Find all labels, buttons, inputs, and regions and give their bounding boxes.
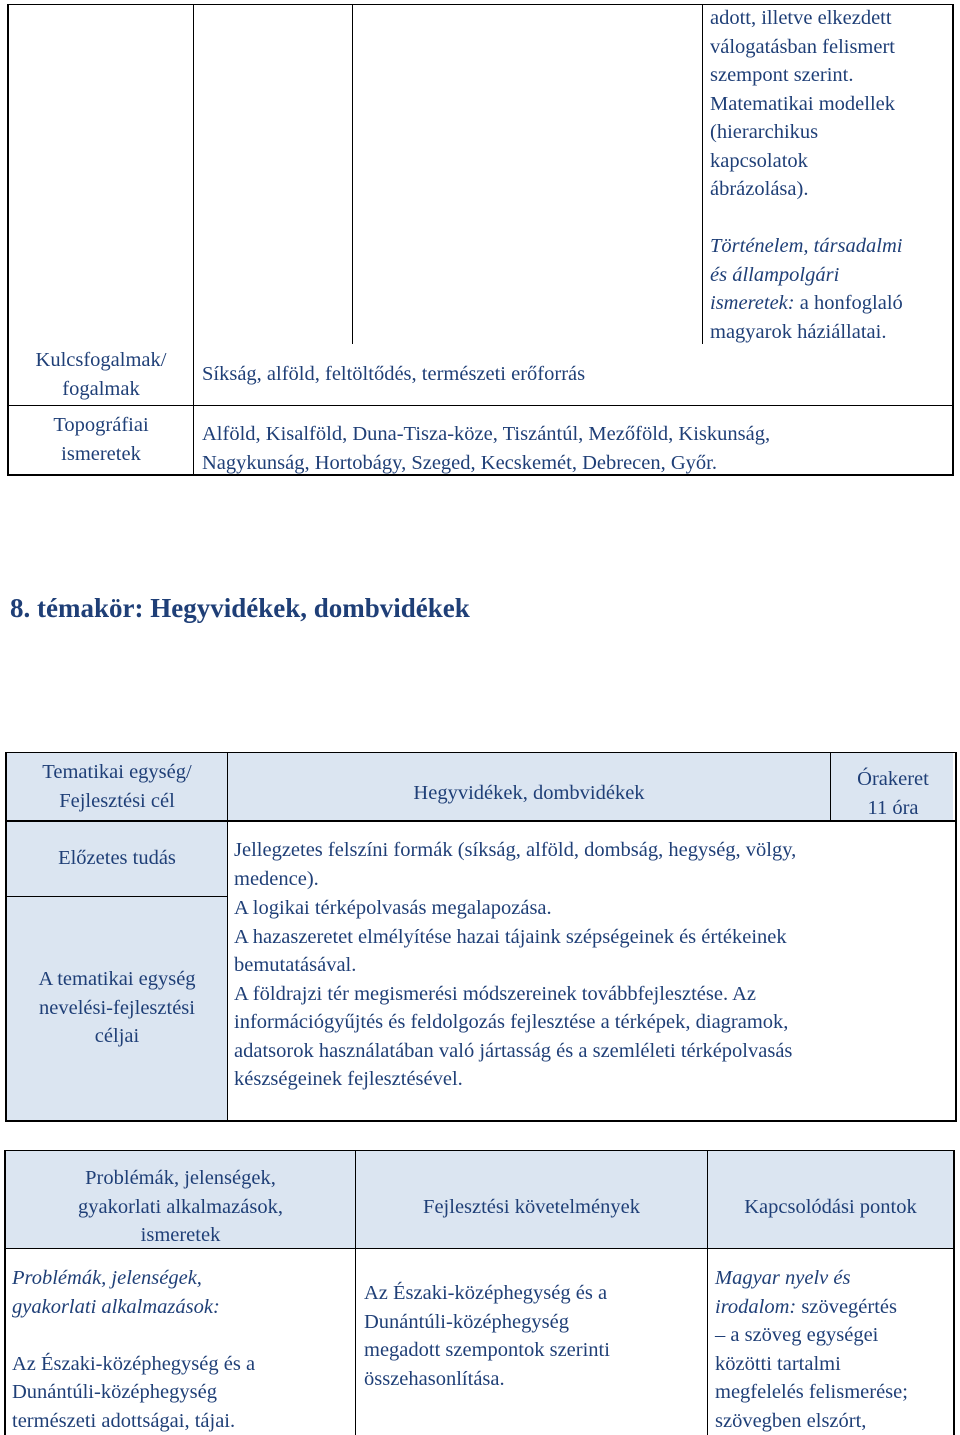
goals-label: A tematikai egység nevelési-fejlesztési céljai: [38, 968, 196, 1047]
key-concepts-text: Síkság, alföld, feltöltődés, természeti erőforrás: [202, 363, 586, 385]
topography-text: Alföld, Kisalföld, Duna-Tisza-köze, Tiszántúl, Mezőföld, Kiskunság, Nagykunság, Hortobágy, Szeged, Kecskemét, Debrecen, Győr.: [202, 423, 771, 474]
col1-header: Problémák, jelenségek, gyakorlati alkalmazások, ismeretek: [78, 1167, 283, 1246]
key-concepts-label: Kulcsfogalmak/ fogalmak: [35, 349, 167, 400]
unit-title: Hegyvidékek, dombvidékek: [413, 782, 645, 804]
unit-label: Tematikai egység/ Fejlesztési cél: [42, 761, 192, 812]
prior-knowledge-label: Előzetes tudás: [58, 847, 176, 869]
connection-text: Történelem, társadalmi és állampolgári ismeretek: a honfoglaló magyarok háziállatai.: [710, 235, 903, 343]
top-right-text: adott, illetve elkezdett válogatásban felismert szempont szerint. Matematikai modellek (hierarchikus kapcsolatok ábrázolása).: [710, 7, 896, 200]
col2-body: Az Északi-középhegység és a Dunántúli-középhegység megadott szempontok szerinti összehasonlítása.: [364, 1282, 610, 1390]
col3-header: Kapcsolódási pontok: [744, 1196, 917, 1218]
col3-body: Magyar nyelv és irodalom: szövegértés – a szöveg egységei közötti tartalmi megfelelés felismerése; szövegben elszórt,: [715, 1267, 908, 1432]
section-heading: 8. témakör: Hegyvidékek, dombvidékek: [10, 593, 470, 623]
goals-text: A logikai térképolvasás megalapozása. A hazaszeretet elmélyítése hazai tájaink szépségeinek és értékeinek bemutatásával. A földrajzi tér megismerési módszereinek továbbfejlesztése. Az információgyűjtés és feldolgozás fejlesztése a térképek, diagramok, adatsorok használatában való jártasság és a szemléleti térképolvasás készségeinek fejlesztésével.: [234, 897, 793, 1090]
col2-header: Fejlesztési követelmények: [423, 1196, 640, 1218]
topography-label: Topográfiai ismeretek: [53, 414, 149, 465]
col1-body: Problémák, jelenségek, gyakorlati alkalmazások: Az Északi-középhegység és a Dunántúli-középhegység természeti adottságai, tájai.: [12, 1267, 256, 1432]
prior-knowledge-text: Jellegzetes felszíni formák (síkság, alföld, dombság, hegység, völgy, medence).: [234, 839, 797, 890]
hours-cell: Órakeret 11 óra: [857, 768, 929, 819]
